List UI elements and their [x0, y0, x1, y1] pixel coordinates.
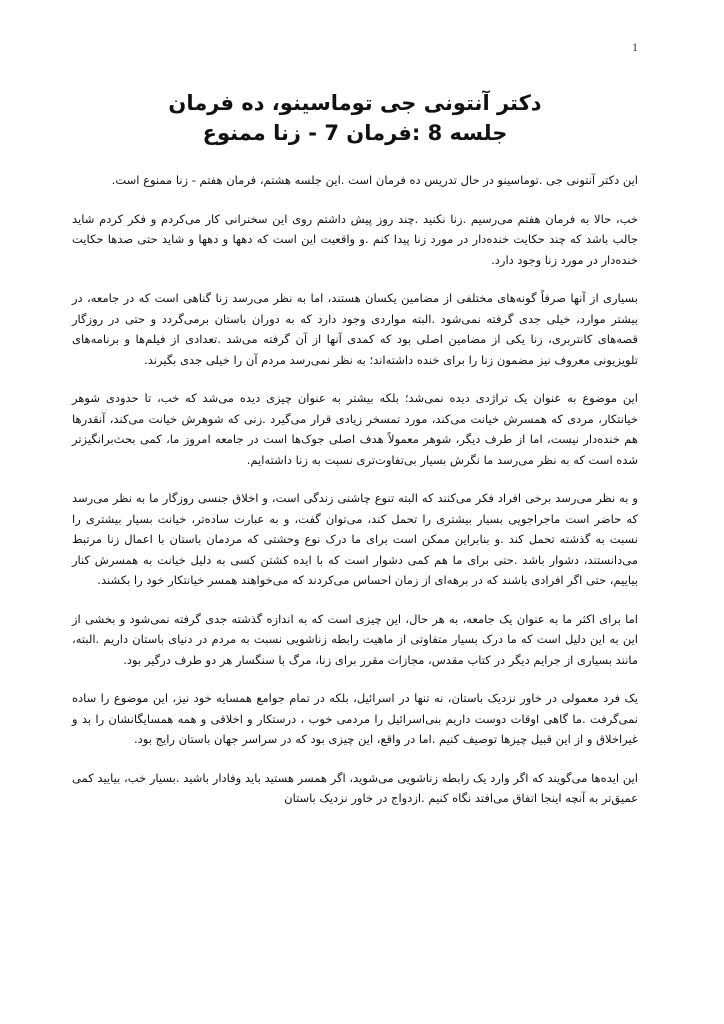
paragraph: این دکتر آنتونی جی .توماسینو در حال تدریس ده فرمان است .این جلسه هشتم، فرمان هفتم - زنا ممنوع است.: [111, 173, 638, 187]
document-title: [72, 88, 638, 148]
page-number: 1: [632, 40, 638, 54]
paragraph: اما برای اکثر ما به عنوان یک جامعه، به هر حال، این چیزی است که به اندازه گذشته جدی گرفته نمی‌شود و بخشی از این به این دلیل است که ما درک بسیار متفاوتی از ماهیت رابطه زناشویی نسبت به مردم در دنیای باستان داریم .البته، مانند بسیاری از جرایم دیگر در کتاب مقدس، مجازات مقرر برای زنا، مرگ با سنگسار هر دو طرف درگیر بود.: [72, 611, 638, 667]
title-line-2: جلسه 8 :فرمان 7 - زنا ممنوع: [202, 121, 508, 145]
paragraph: و به نظر می‌رسد برخی افراد فکر می‌کنند که البته تنوع چاشنی زندگی است، و اخلاق جنسی روزگار ما به نظر می‌رسد که حاضر است ماجراجویی بسیار بیشتری را تحمل کند، می‌توان گفت، و به عبارت ساده‌تر، خیانت بسیار بیشتری را نسبت به گذشته تحمل کند .و بنابراین ممکن است برای ما درک نوع وحشتی که مردمان باستان با اعمال زنا مرتبط می‌دانستند، دشوار باشد .حتی برای ما هم کمی دشوار است که با ایده کشتن کسی به دلیل خیانت به همسرش کنار بیاییم، حتی اگر افرادی باشند که در برهه‌ای از زمان احساس می‌کردند که می‌خواهند همسر خیانتکار خود را بکشند.: [72, 491, 638, 587]
document-body: [72, 88, 638, 827]
paragraph: یک فرد معمولی در خاور نزدیک باستان، نه تنها در اسرائیل، بلکه در تمام جوامع همسایه خود نیز، این موضوع را ساده نمی‌گرفت .ما گاهی اوقات دوست داریم بنی‌اسرائیل را مردمی خوب ، درستکار و اخلاقی و همه همسایگانشان را بد و غیراخلاق و از این قبیل چیزها توصیف کنیم .اما در واقع، این چیزی بود که در سراسر جهان باستان رایج بود.: [72, 691, 638, 746]
paragraph: خب، حالا به فرمان هفتم می‌رسیم .زنا نکنید .چند روز پیش داشتم روی این سخنرانی کار می‌کردم و فکر کردم شاید جالب باشد که چند حکایت خنده‌دار در مورد زنا پیدا کنم .و واقعیت این است که دهها و دهها و شاید حتی صدها حکایت خنده‌دار در مورد زنا وجود دارد.: [72, 211, 638, 267]
paragraph: بسیاری از آنها صرفاً گونه‌های مختلفی از مضامین یکسان هستند، اما به نظر می‌رسد زنا گناهی است که در جامعه، در بیشتر موارد، خیلی جدی گرفته نمی‌شود .البته مواردی وجود دارد که به دوران باستان برمی‌گردد و حتی در روزگار قصه‌های کانتربری، زنا یکی از مضامین اصلی بود که کمدی آنها از آن گرفته می‌شد .تعدادی از فیلم‌ها و برنامه‌های تلویزیونی معروف نیز مضمون زنا را برای خنده داشته‌اند؛ به نظر نمی‌رسد مردم آن را خیلی جدی بگیرند.: [72, 291, 638, 367]
paragraph: این موضوع به عنوان یک تراژدی دیده نمی‌شد؛ بلکه بیشتر به عنوان چیزی دیده می‌شد که خب، تا حدودی شوهر خیانتکار، مردی که همسرش خیانت می‌کند، مورد تمسخر زیادی قرار می‌گیرد .زنی که شوهرش خیانت می‌کند، آنقدرها هم خنده‌دار نیست، اما از طرف دیگر، شوهر معمولاً هدف اصلی جوک‌ها است در جامعه امروز ما، کمی بحث‌برانگیزتر شده است که به نظر می‌رسد ما نگرش بسیار بی‌تفاوت‌تری نسبت به زنا داشته‌ایم.: [72, 391, 638, 467]
paragraph: این ایده‌ها می‌گویند که اگر وارد یک رابطه زناشویی می‌شوید، اگر همسر هستید باید وفادار باشید .بسیار خب، بیایید کمی عمیق‌تر به آنچه اینجا اتفاق می‌افتد نگاه کنیم .ازدواج در خاور نزدیک باستان: [72, 770, 638, 805]
title-line-1: دکتر آنتونی جی توماسینو، ده فرمان: [168, 91, 542, 115]
